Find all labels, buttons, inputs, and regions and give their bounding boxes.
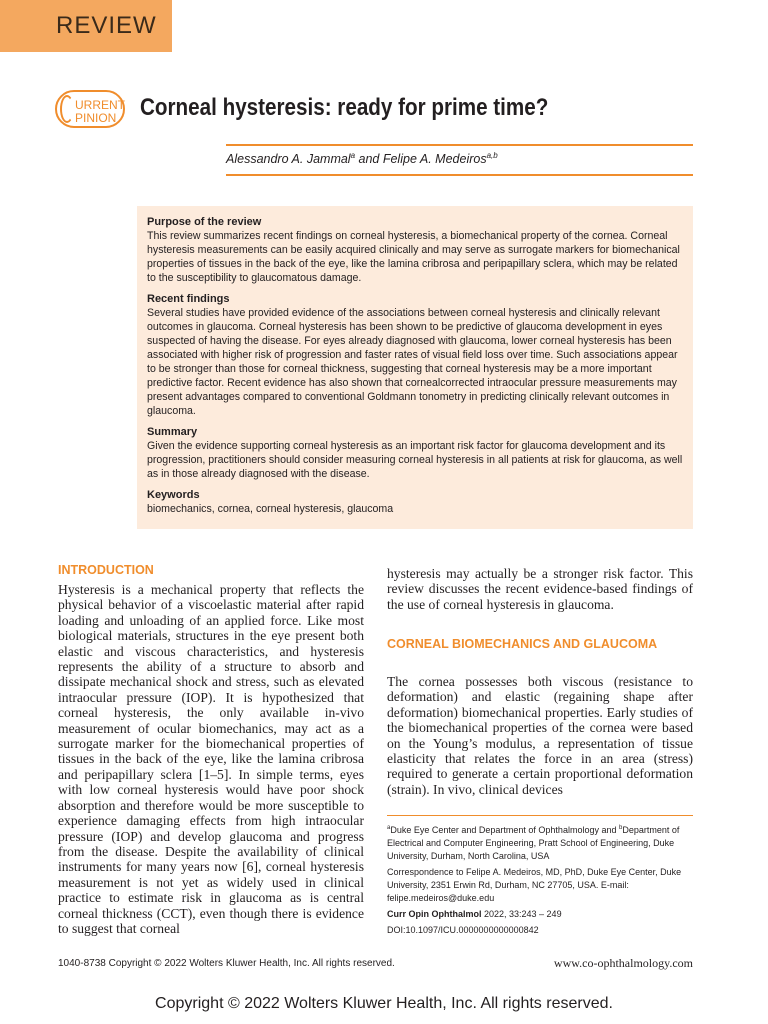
- footnote-rule: [387, 815, 693, 816]
- citation-details: 2022, 33:243 – 249: [481, 909, 562, 919]
- corneal-biomechanics-heading: CORNEAL BIOMECHANICS AND GLAUCOMA: [387, 637, 658, 651]
- author-2-affil: a,b: [486, 151, 498, 160]
- section-tab-label: REVIEW: [56, 12, 157, 39]
- summary-text: Given the evidence supporting corneal hysteresis as an important risk factor for glaucoma development and its progression, practitioners should consider measuring corneal hysteresis in all patients at risk for glaucoma, as well as in those already diagnosed with the disease.: [147, 440, 683, 480]
- author-1: Alessandro A. Jammal: [226, 152, 351, 167]
- right-column-continuation: [387, 566, 693, 612]
- logo-line1: URRENT: [75, 98, 125, 112]
- introduction-heading: INTRODUCTION: [58, 563, 154, 577]
- bottom-copyright-banner: Copyright © 2022 Wolters Kluwer Health, Inc. All rights reserved.: [155, 995, 613, 1012]
- summary-heading: Summary: [147, 426, 198, 438]
- purpose-heading: Purpose of the review: [147, 216, 262, 228]
- corneal-biomechanics-text: The cornea possesses both viscous (resistance to deformation) and elastic (regaining shape after deformation) biomechanical properties. Early studies of the biomechanical properties of the cornea were based on the Young’s modulus, a representation of tissue elasticity that relates the force in an area (stress) required to generate a certain proportional deformation (strain). In vivo, clinical devices: [387, 674, 693, 797]
- title-rule-bottom: [226, 174, 693, 176]
- authors: [226, 151, 498, 166]
- findings-heading: Recent findings: [147, 293, 230, 305]
- continuation-text: hysteresis may actually be a stronger risk factor. This review discusses the recent evidence-based findings of the use of corneal hysteresis in glaucoma.: [387, 566, 693, 612]
- right-column-body: [387, 674, 693, 797]
- author-1-affil: a: [350, 151, 356, 160]
- citation: [387, 908, 697, 921]
- title-rule-top: [226, 144, 693, 146]
- logo-ring-icon: [60, 95, 74, 123]
- keywords-text: biomechanics, cornea, corneal hysteresis, glaucoma: [147, 503, 394, 515]
- footnotes: [387, 822, 697, 940]
- section-tab: [0, 0, 172, 52]
- doi: DOI:10.1097/ICU.0000000000000842: [387, 925, 539, 935]
- article-title: Corneal hysteresis: ready for prime time?: [140, 94, 549, 121]
- purpose-text: This review summarizes recent findings on corneal hysteresis, a biomechanical property of the cornea. Corneal hysteresis measurements can be easily acquired clinically and may serve as surrogate markers for biomechanical properties of tissues in the back of the eye, like the lamina cribrosa and peripapillary sclera, which may be related to the susceptibility to glaucomatous damage.: [147, 230, 680, 284]
- left-column: [58, 582, 364, 936]
- journal-name: Curr Opin Ophthalmol: [387, 909, 482, 919]
- correspondence: Correspondence to Felipe A. Medeiros, MD, PhD, Duke Eye Center, Duke University, 2351 Erwin Rd, Durham, NC 27705, USA. E-mail: felipe.medeiros@duke.edu: [387, 867, 682, 903]
- journal-logo: [55, 90, 125, 128]
- footer-copyright: 1040-8738 Copyright © 2022 Wolters Kluwer Health, Inc. All rights reserved.: [58, 958, 395, 969]
- logo-line2: PINION: [75, 111, 117, 125]
- keywords-heading: Keywords: [147, 489, 200, 501]
- introduction-text: Hysteresis is a mechanical property that reflects the physical behavior of a viscoelastic material after rapid loading and unloading of an applied force. Like most biological materials, structures in the eye present both elastic and viscous characteristics, and hysteresis represents the ability of a structure to absorb and dissipate mechanical shock and stress, such as elevated intraocular pressure (IOP). It is hypothesized that corneal hysteresis, the only available in-vivo measurement of ocular biomechanics, may act as a surrogate marker for the biomechanical properties of tissues in the back of the eye, like the lamina cribrosa and peripapillary sclera [1–5]. In simple terms, eyes with low corneal hysteresis would have poor shock absorption and therefore would be more susceptible to experience damaging effects from high intraocular pressure (IOP) and develop glaucoma and progress from the disease. Despite the availability of clinical instruments for many years now [6], corneal hysteresis measurement is not yet as widely used in clinical practice to estimate risk in glaucoma as is central corneal thickness (CCT), even though there is evidence to suggest that corneal: [58, 582, 364, 936]
- affiliations: $^a$Duke Eye Center and Department of Ophthalmology and $^b$Department of Electrical and Computer Engineering, Pratt School of Engineering, Duke University, Durham, North Carolina, USA: [387, 825, 680, 861]
- findings-text: Several studies have provided evidence of the associations between corneal hysteresis and clinically relevant outcomes in glaucoma. Corneal hysteresis has been shown to be predictive of glaucoma development in eyes suspected of having the disease. For eyes already diagnosed with glaucoma, lower corneal hysteresis has been associated with higher risk of progression and faster rates of visual field loss over time. Such associations appear to be stronger than those for corneal thickness, suggesting that corneal hysteresis may be a more important predictive factor. Recent evidence has also shown that cornealcorrected intraocular pressure measurements may present advantages compared to conventional Goldmann tonometry in predicting clinically relevant outcomes in glaucoma.: [147, 307, 678, 417]
- footer-journal-url[interactable]: www.co-ophthalmology.com: [553, 956, 693, 970]
- abstract-box: [137, 206, 693, 529]
- author-2: and Felipe A. Medeiros: [355, 152, 487, 167]
